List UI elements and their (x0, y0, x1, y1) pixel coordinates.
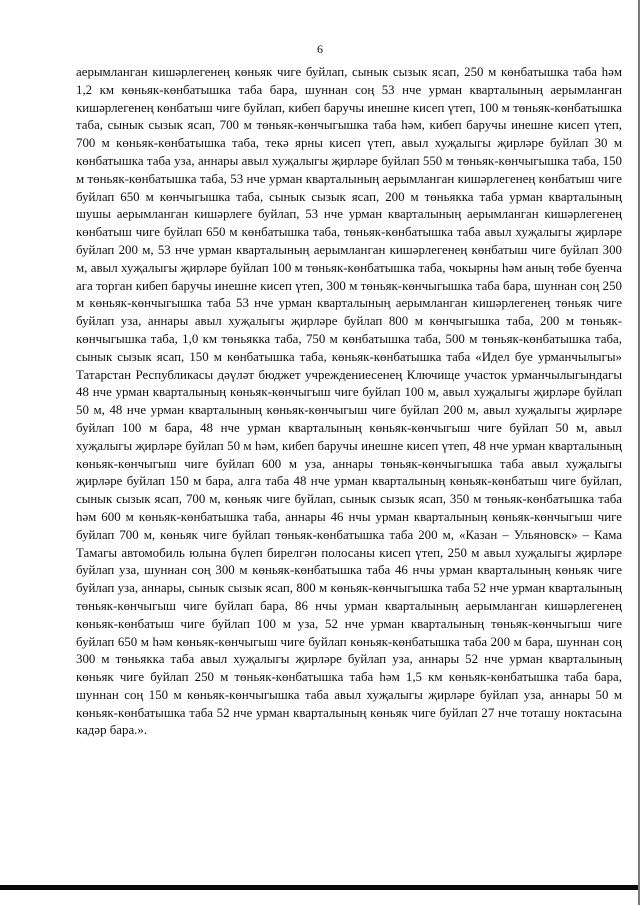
bottom-border (0, 885, 640, 890)
page-number: 6 (317, 42, 323, 56)
body-paragraph: аерымланган кишәрлегенең көньяк чиге буйлап, сынык сызык ясап, 250 м көнбатышка таба һәм 1,2 км көньяк-көнбатышка таба бара, шуннан соң 53 нче урман кварталының аерымланган кишәрлегенең көнбатыш чиге буйлап, кибеп баручы инешне кисеп үтеп, 100 м төньяк-көнбатышка таба, сынык сызык ясап, 700 м төньяк-көнчыгышка таба һәм, кибеп баручы инешне кисеп үтеп, 700 м көньяк-көнбатышка таба, текә ярны кисеп үтеп, авыл хуҗалыгы җирләре буйлап 30 м көнбатышка таба уза, аннары авыл хуҗалыгы җирләре буйлап 550 м төньяк-көнчыгышка таба, 150 м төньяк-көнбатышка таба, 53 нче урман кварталының аерымланган кишәрлегенең көнбатыш чиге буйлап 650 м көнчыгышка таба, сынык сызык ясап, 200 м төньякка таба урман кварталының шушы аерымланган кишәрлеге буйлап, 53 нче урман кварталының аерымланган кишәрлегенең көнбатыш чиге буйлап 650 м көнбатышка таба, төньяк-көнбатышка таба авыл хуҗалыгы җирләре буйлап 200 м, 53 нче урман кварталының аерымланган кишәрлегенең көнбатыш чиге буйлап 300 м, авыл хуҗалыгы җирләре буйлап 100 м төньяк-көнбатышка таба, чокырны һәм аның төбе буенча ага торган кибеп баручы инешне кисеп үтеп, 300 м төньяк-көнчыгышка таба бара, шуннан соң 250 м көньяк-көнчыгышка таба 53 нче урман кварталының аерымланган кишәрлегенең төньяк чиге буйлап уза, аннары авыл хуҗалыгы җирләре буйлап 800 м көнчыгышка таба, 200 м төньяк-көнчыгышка таба, 1,0 км төньякка таба, 750 м көнбатышка таба, 500 м төньяк-көнбатышка таба, сынык сызык ясап, 150 м көнбатышка таба, көньяк-көнбатышка таба «Идел буе урманчылыгы» Татарстан Республикасы дәүләт бюджет учреждениесенең Ключище участок урманчылыгындагы 48 нче урман кварталының көньяк-көнчыгыш чиге буйлап 100 м, авыл хуҗалыгы җирләре буйлап 50 м, 48 нче урман кварталының көньяк-көнчыгыш чиге буйлап 200 м, авыл хуҗалыгы җирләре буйлап 100 м бара, 48 нче урман кварталының көньяк-көнчыгыш чиге буйлап 50 м, авыл хуҗалыгы җирләре буйлап 50 м һәм, кибеп баручы инешне кисеп үтеп, 48 нче урман кварталының көньяк-көнчыгыш чиге буйлап 600 м уза, аннары төньяк-көнчыгышка таба авыл хуҗалыгы җирләре буйлап 150 м бара, алга таба 48 нче урман кварталының көньяк-көнбатыш чиге буйлап, сынык сызык ясап, 700 м, көньяк чиге буйлап, сынык сызык ясап, 350 м төньяк-көнбатышка таба һәм 600 м көньяк-көнбатышка таба, аннары 46 нчы урман кварталының көньяк-көнчыгыш чиге буйлап 700 м, көньяк чиге буйлап төньяк-көнбатышка таба 200 м, «Казан – Ульяновск» – Кама Тамагы автомобиль юлына бүлеп бирелгән полосаны кисеп үтеп, 250 м авыл хуҗалыгы җирләре буйлап уза, шуннан соң 300 м көньяк-көнбатышка таба 46 нчы урман кварталының көньяк чиге буйлап уза, аннары, сынык сызык ясап, 800 м көньяк-көнчыгышка таба 52 нче урман кварталының төньяк-көнчыгыш чиге буйлап бара, 86 нчы урман кварталының аерымланган кишәрлегенең көньяк-көнбатыш чиге буйлап 100 м уза, 52 нче урман кварталының төньяк-көнчыгыш чиге буйлап 650 м һәм көньяк-көнчыгыш чиге буйлап көньяк-көнбатышка таба 200 м бара, шуннан соң 300 м төньякка таба авыл хуҗалыгы җирләре буйлап уза, аннары 52 нче урман кварталының көньяк чиге буйлап 250 м төньяк-көнбатышка таба һәм 1,5 км көньяк-көнбатышка таба бара, шуннан соң 150 м көньяк-көнчыгышка таба авыл хуҗалыгы җирләре буйлап уза, аннары 50 м көньяк-көнбатышка таба 52 нче урман кварталының көньяк чиге буйлап 27 нче тоташу ноктасына кадәр бара.». (76, 65, 622, 738)
